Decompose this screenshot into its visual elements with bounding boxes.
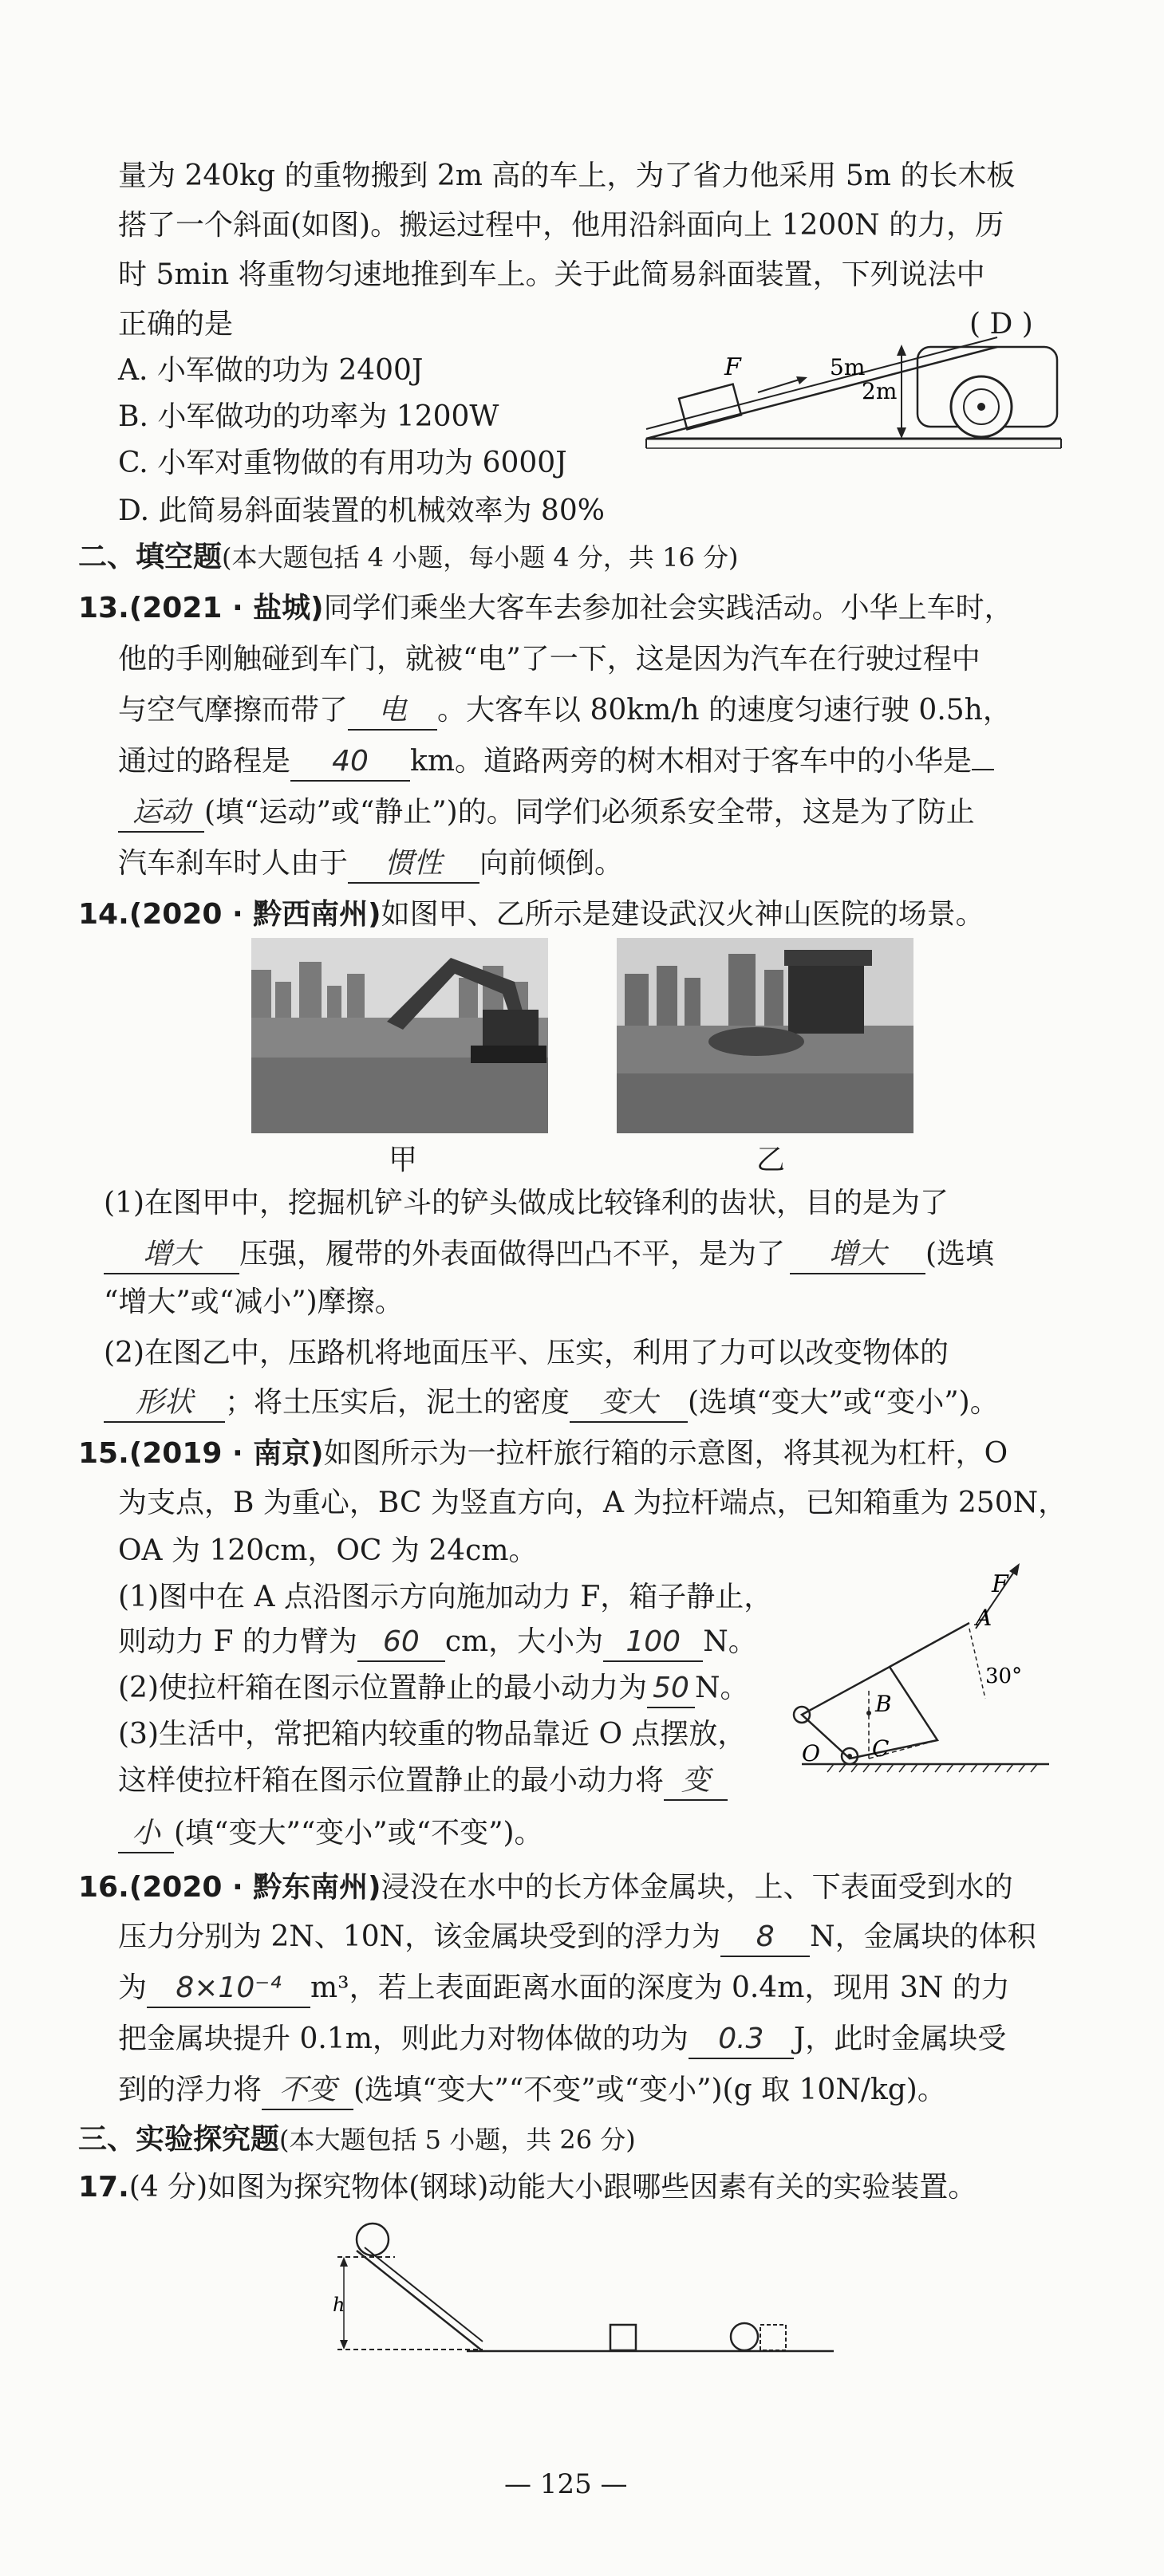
q12-option-a: A. 小军做的功为 2400J [118,354,424,387]
q14-p2-text2: ；将土压实后，泥土的密度 [225,1386,570,1419]
q12-answer: ( D ) [969,308,1033,341]
q15-p3-line2 [118,1763,728,1801]
q16-line4 [118,2021,1006,2059]
suitcase-point-o: O [802,1740,820,1767]
q14-p1-text3: (选填 [925,1238,995,1270]
q15-p3-line3 [118,1815,543,1853]
q15-source: (2019 · 南京) [128,1437,324,1470]
q15-line3: OA 为 120cm，OC 为 24cm。 [118,1534,538,1567]
q13-blank-1: 电 [348,692,437,731]
q13-line3 [118,692,1012,731]
q12-line2: 搭了一个斜面(如图)。搬运过程中，他用沿斜面向上 1200N 的力，历 [118,209,1004,242]
q15-line2: 为支点，B 为重心，BC 为竖直方向，A 为拉杆端点，已知箱重为 250N， [118,1487,1067,1519]
suitcase-point-b: B [875,1691,892,1717]
suitcase-angle: 30° [985,1664,1023,1688]
ramp-length-label: 5m [830,354,866,380]
q13-text6a: 汽车刹车时人由于 [118,847,349,880]
q14-blank-1: 增大 [104,1236,239,1274]
ramp-height-label: 2m [862,378,898,404]
q16-text2b: N，金属块的体积 [810,1920,1036,1953]
q16-number: 16. [78,1871,129,1904]
q14-p1-text2: 压强，履带的外表面做得凹凸不平，是为了 [239,1238,786,1270]
q15-line1 [78,1436,1008,1472]
q14-p2-text3: (选填“变大”或“变小”)。 [688,1386,999,1419]
q13-line5 [118,794,975,833]
suitcase-force-label: F [992,1570,1008,1598]
q17-line1 [78,2169,977,2206]
q15-p3-text2: 这样使拉杆箱在图示位置静止的最小动力将 [118,1764,665,1797]
section-2-title [78,539,738,576]
caption-jia: 甲 [389,1144,418,1176]
section-2-note: (本大题包括 4 小题，每小题 4 分，共 16 分) [222,542,739,573]
q14-number: 14. [78,898,129,931]
q15-blank-4-start: 变 [664,1763,728,1801]
q13-blank-3: 运动 [118,794,204,833]
q17-text1: (4 分)如图为探究物体(钢球)动能大小跟哪些因素有关的实验装置。 [128,2171,977,2204]
q15-blank-1: 60 [357,1624,445,1662]
q15-p1-line2 [118,1624,757,1662]
q14-p2-line1: (2)在图乙中，压路机将地面压平、压实，利用了力可以改变物体的 [104,1337,949,1369]
q15-p1-line1: (1)图中在 A 点沿图示方向施加动力 F，箱子静止， [118,1581,773,1613]
q16-text4b: J，此时金属块受 [793,2023,1007,2055]
q14-p1-line3: “增大”或“减小”)摩擦。 [104,1286,404,1318]
q14-blank-2: 增大 [790,1236,925,1274]
q14-line1 [78,896,984,933]
q13-text3a: 与空气摩擦而带了 [118,694,349,727]
q13-text3b: 。大客车以 80km/h 的速度匀速行驶 0.5h， [437,694,1012,727]
q16-text3a: 为 [118,1971,148,2004]
q13-blank-3-start [972,769,994,770]
section-3-heading: 三、实验探究题 [78,2123,280,2156]
q15-p2-line [118,1670,749,1708]
q15-p1-text2: 则动力 F 的力臂为 [118,1625,357,1658]
ramp-force-label: F [724,353,741,381]
q12-line3: 时 5min 将重物匀速地推到车上。关于此简易斜面装置，下列说法中 [118,258,985,291]
q15-p2-text1: (2)使拉杆箱在图示位置静止的最小动力为 [118,1672,647,1704]
q16-blank-4: 不变 [262,2072,353,2110]
q16-line5 [118,2072,946,2110]
q16-text5b: (选填“变大”“不变”或“变小”)(g 取 10N/kg)。 [353,2074,946,2106]
suitcase-diagram [786,1563,1057,1786]
q16-line3 [118,1970,1010,2008]
suitcase-point-c: C [872,1735,890,1762]
q16-text5a: 到的浮力将 [118,2074,262,2106]
q12-line1: 量为 240kg 的重物搬到 2m 高的车上，为了省力他采用 5m 的长木板 [118,160,1016,192]
q13-text1: 同学们乘坐大客车去参加社会实践活动。小华上车时， [323,592,1013,624]
q14-p2-line2 [104,1385,999,1423]
q13-blank-2: 40 [290,743,410,782]
suitcase-point-a: A [976,1605,992,1631]
q15-p1-text3: cm，大小为 [444,1625,604,1658]
q15-blank-3: 50 [647,1670,695,1708]
q12-line4: 正确的是 [118,308,234,341]
apparatus-height-label: h [333,2294,345,2316]
q14-p1-line2 [104,1236,994,1274]
q12-option-d: D. 此简易斜面装置的机械效率为 80% [118,494,605,527]
q16-blank-2: 8×10⁻⁴ [147,1970,310,2008]
q14-source: (2020 · 黔西南州) [128,898,381,931]
q16-text2a: 压力分别为 2N、10N，该金属块受到的浮力为 [118,1920,721,1953]
excavator-photo [251,938,548,1133]
q13-source: (2021 · 盐城) [128,592,324,624]
q16-line2 [118,1919,1036,1957]
q14-text1: 如图甲、乙所示是建设武汉火神山医院的场景。 [381,898,984,931]
q14-blank-4: 变大 [570,1385,688,1423]
q16-line1 [78,1869,1013,1906]
kinetic-energy-apparatus [323,2217,834,2361]
q16-text4a: 把金属块提升 0.1m，则此力对物体做的功为 [118,2023,689,2055]
roller-photo [617,938,913,1133]
q12-option-b: B. 小军做功的功率为 1200W [118,400,499,433]
q13-number: 13. [78,592,129,624]
q13-line1 [78,590,1013,627]
q13-text5b: (填“运动”或“静止”)的。同学们必须系安全带，这是为了防止 [204,796,975,829]
q13-blank-4: 惯性 [348,845,479,884]
section-2-heading: 二、填空题 [78,541,223,573]
q15-p3-text3: (填“变大”“变小”或“不变”)。 [174,1817,543,1849]
page-number: — 125 — [504,2468,628,2500]
q12-option-c: C. 小军对重物做的有用功为 6000J [118,447,567,479]
q13-line6 [118,845,623,884]
q14-blank-3: 形状 [104,1385,225,1423]
caption-yi: 乙 [756,1144,786,1176]
q13-text4b: km。道路两旁的树木相对于客车中的小华是 [410,745,972,778]
q15-p2-text2: N。 [695,1672,749,1704]
q15-number: 15. [78,1437,129,1470]
ramp-diagram [630,335,1069,455]
q16-text1: 浸没在水中的长方体金属块，上、下表面受到水的 [381,1871,1013,1904]
q15-text1: 如图所示为一拉杆旅行箱的示意图，将其视为杠杆，O [323,1437,1008,1470]
q17-number: 17. [78,2171,129,2204]
q13-line2: 他的手刚触碰到车门，就被“电”了一下，这是因为汽车在行驶过程中 [118,643,981,676]
q13-text6b: 向前倾倒。 [479,847,624,880]
q16-blank-1: 8 [720,1919,810,1957]
q15-p3-line1: (3)生活中，常把箱内较重的物品靠近 O 点摆放， [118,1718,747,1751]
q14-p1-line1: (1)在图甲中，挖掘机铲斗的铲头做成比较锋利的齿状，目的是为了 [104,1187,949,1219]
q16-text3b: m³，若上表面距离水面的深度为 0.4m，现用 3N 的力 [310,1971,1010,2004]
q16-source: (2020 · 黔东南州) [128,1871,381,1904]
section-3-note: (本大题包括 5 小题，共 26 分) [279,2125,636,2155]
q16-blank-3: 0.3 [689,2021,794,2059]
q15-blank-2: 100 [603,1624,703,1662]
section-3-title [78,2121,636,2158]
q13-text4a: 通过的路程是 [118,745,291,778]
q15-p1-text4: N。 [703,1625,757,1658]
q15-blank-4-end: 小 [118,1815,174,1853]
q13-line4 [118,743,994,782]
